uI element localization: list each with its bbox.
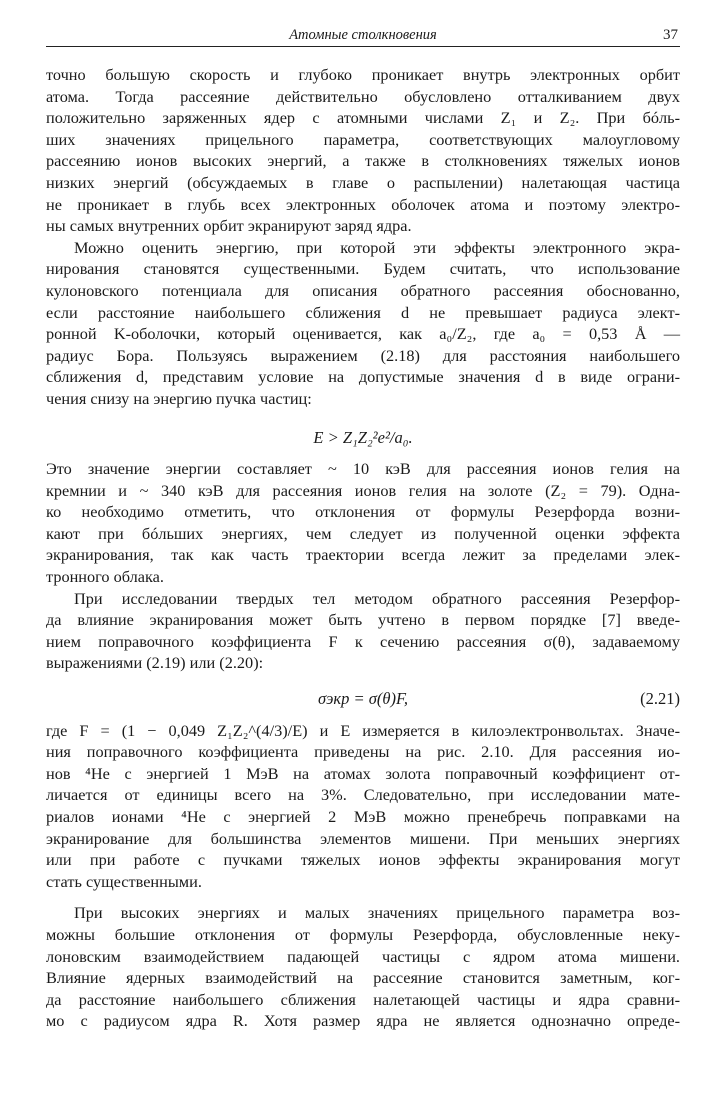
text-line: ния поправочного коэффициента приведены на рис. 2.10. Для рассеяния ио- (46, 742, 680, 762)
text-line: чения снизу на энергию пучка частиц: (46, 388, 312, 408)
body-text (46, 64, 680, 1032)
text-line: кают при бóльших энергиях, чем следует из полученной оценки эффекта (46, 523, 680, 543)
text-line: При высоких энергиях и малых значениях прицельного параметра воз- (74, 903, 680, 923)
text-line: точно большую скорость и глубоко проникает внутрь электронных орбит (46, 65, 680, 84)
equation-energy-condition: E > Z₁Z₂²e²/a₀. (313, 427, 413, 447)
text-line: сближения d, представим условие на допустимые значения d в виде ограни- (46, 367, 680, 387)
text-line: кремнии и ~ 340 кэВ для рассеяния ионов гелия на золоте (Z₂ = 79). Одна- (46, 480, 680, 500)
text-line: Влияние ядерных взаимодействий на рассеяние становится заметным, ког- (46, 968, 680, 988)
text-line: рассеянию ионов высоких энергий, а также в столкновениях тяжелых ионов (46, 151, 680, 171)
page-number: 37 (663, 27, 678, 43)
text-line: нием поправочного коэффициента F к сечению рассеяния σ(θ), задаваемому (46, 631, 680, 651)
paragraph-1 (46, 64, 680, 237)
paragraph-4 (46, 588, 680, 674)
text-line: экранирование для большинства элементов мишени. При меньших энергиях (46, 828, 680, 848)
text-line: стать существенными. (46, 871, 202, 891)
running-title: Атомные столкновения (289, 27, 437, 43)
text-line: личается от единицы всего на 3%. Следовательно, при исследовании мате- (46, 785, 680, 805)
text-line: тронного облака. (46, 567, 164, 587)
text-line: атома. Тогда рассеяние действительно обусловлено отталкиванием двух (46, 86, 680, 106)
text-line: не проникает в глубь всех электронных оболочек атома и поэтому электро- (46, 194, 680, 214)
text-line: или при работе с пучками тяжелых ионов эффекты экранирования могут (46, 850, 680, 870)
text-line: радиус Бора. Пользуясь выражением (2.18) для расстояния наибольшего (46, 345, 680, 365)
text-line: лоновским взаимодействием падающей частицы с ядром атома мишени. (46, 946, 680, 966)
equation-body: σэкр = σ(θ)F, (317, 689, 409, 709)
text-line: ших значениях прицельного параметра, соответствующих малоугловому (46, 129, 680, 149)
text-line: риалов ионами ⁴He с энергией 2 МэВ можно пренебречь поправками на (46, 807, 680, 826)
text-line: нов ⁴He с энергией 1 МэВ на атомах золота поправочный коэффициент от- (46, 763, 680, 783)
text-line: ны самых внутренних орбит экранируют заряд ядра. (46, 216, 412, 236)
text-line: ронной K-оболочки, который оценивается, как a₀/Z₂, где a₀ = 0,53 Å — (46, 324, 680, 344)
text-line: экранирования, так как часть траектории всегда лежит за пределами элек- (46, 545, 680, 565)
paragraph-2 (46, 237, 680, 410)
equation-number: (2.21) (640, 689, 680, 709)
paragraph-3 (46, 458, 680, 588)
running-header (46, 26, 680, 47)
text-line: можны большие отклонения от формулы Резерфорда, обусловленные неку- (46, 924, 680, 944)
text-line: выражениями (2.19) или (2.20): (46, 653, 264, 673)
text-line: да расстояние наибольшего сближения налетающей частицы и ядра сравни- (46, 989, 680, 1009)
text-line: ко необходимо отметить, что отклонения от формулы Резерфорда возни- (46, 502, 680, 522)
text-line: Можно оценить энергию, при которой эти эффекты электронного экра- (74, 237, 680, 257)
text-line: кулоновского потенциала для описания обратного рассеяния обоснованно, (46, 280, 680, 300)
text-line: где F = (1 − 0,049 Z₁Z₂^(4/3)/E) и E измеряется в килоэлектронвольтах. Значе- (46, 720, 680, 740)
text-line: если расстояние наибольшего сближения d не превышает радиуса элект- (46, 302, 680, 322)
paragraph-6 (46, 902, 680, 1032)
text-line: Это значение энергии составляет ~ 10 кэВ для рассеяния ионов гелия на (46, 459, 680, 479)
text-line: мо с радиусом ядра R. Хотя размер ядра не является однозначно опреде- (46, 1011, 680, 1031)
text-line: низких энергий (обсуждаемых в главе о распылении) налетающая частица (46, 172, 680, 192)
paragraph-5 (46, 720, 680, 893)
equation-screening-cross-section (46, 688, 680, 710)
text-line: да влияние экранирования может быть учтено в первом порядке [7] введе- (46, 610, 680, 630)
text-line: нирования становятся существенными. Будем считать, что использование (46, 259, 680, 279)
text-line: При исследовании твердых тел методом обратного рассеяния Резерфор- (74, 588, 680, 608)
text-line: положительно заряженных ядер с атомными числами Z₁ и Z₂. При бóль- (46, 108, 680, 128)
